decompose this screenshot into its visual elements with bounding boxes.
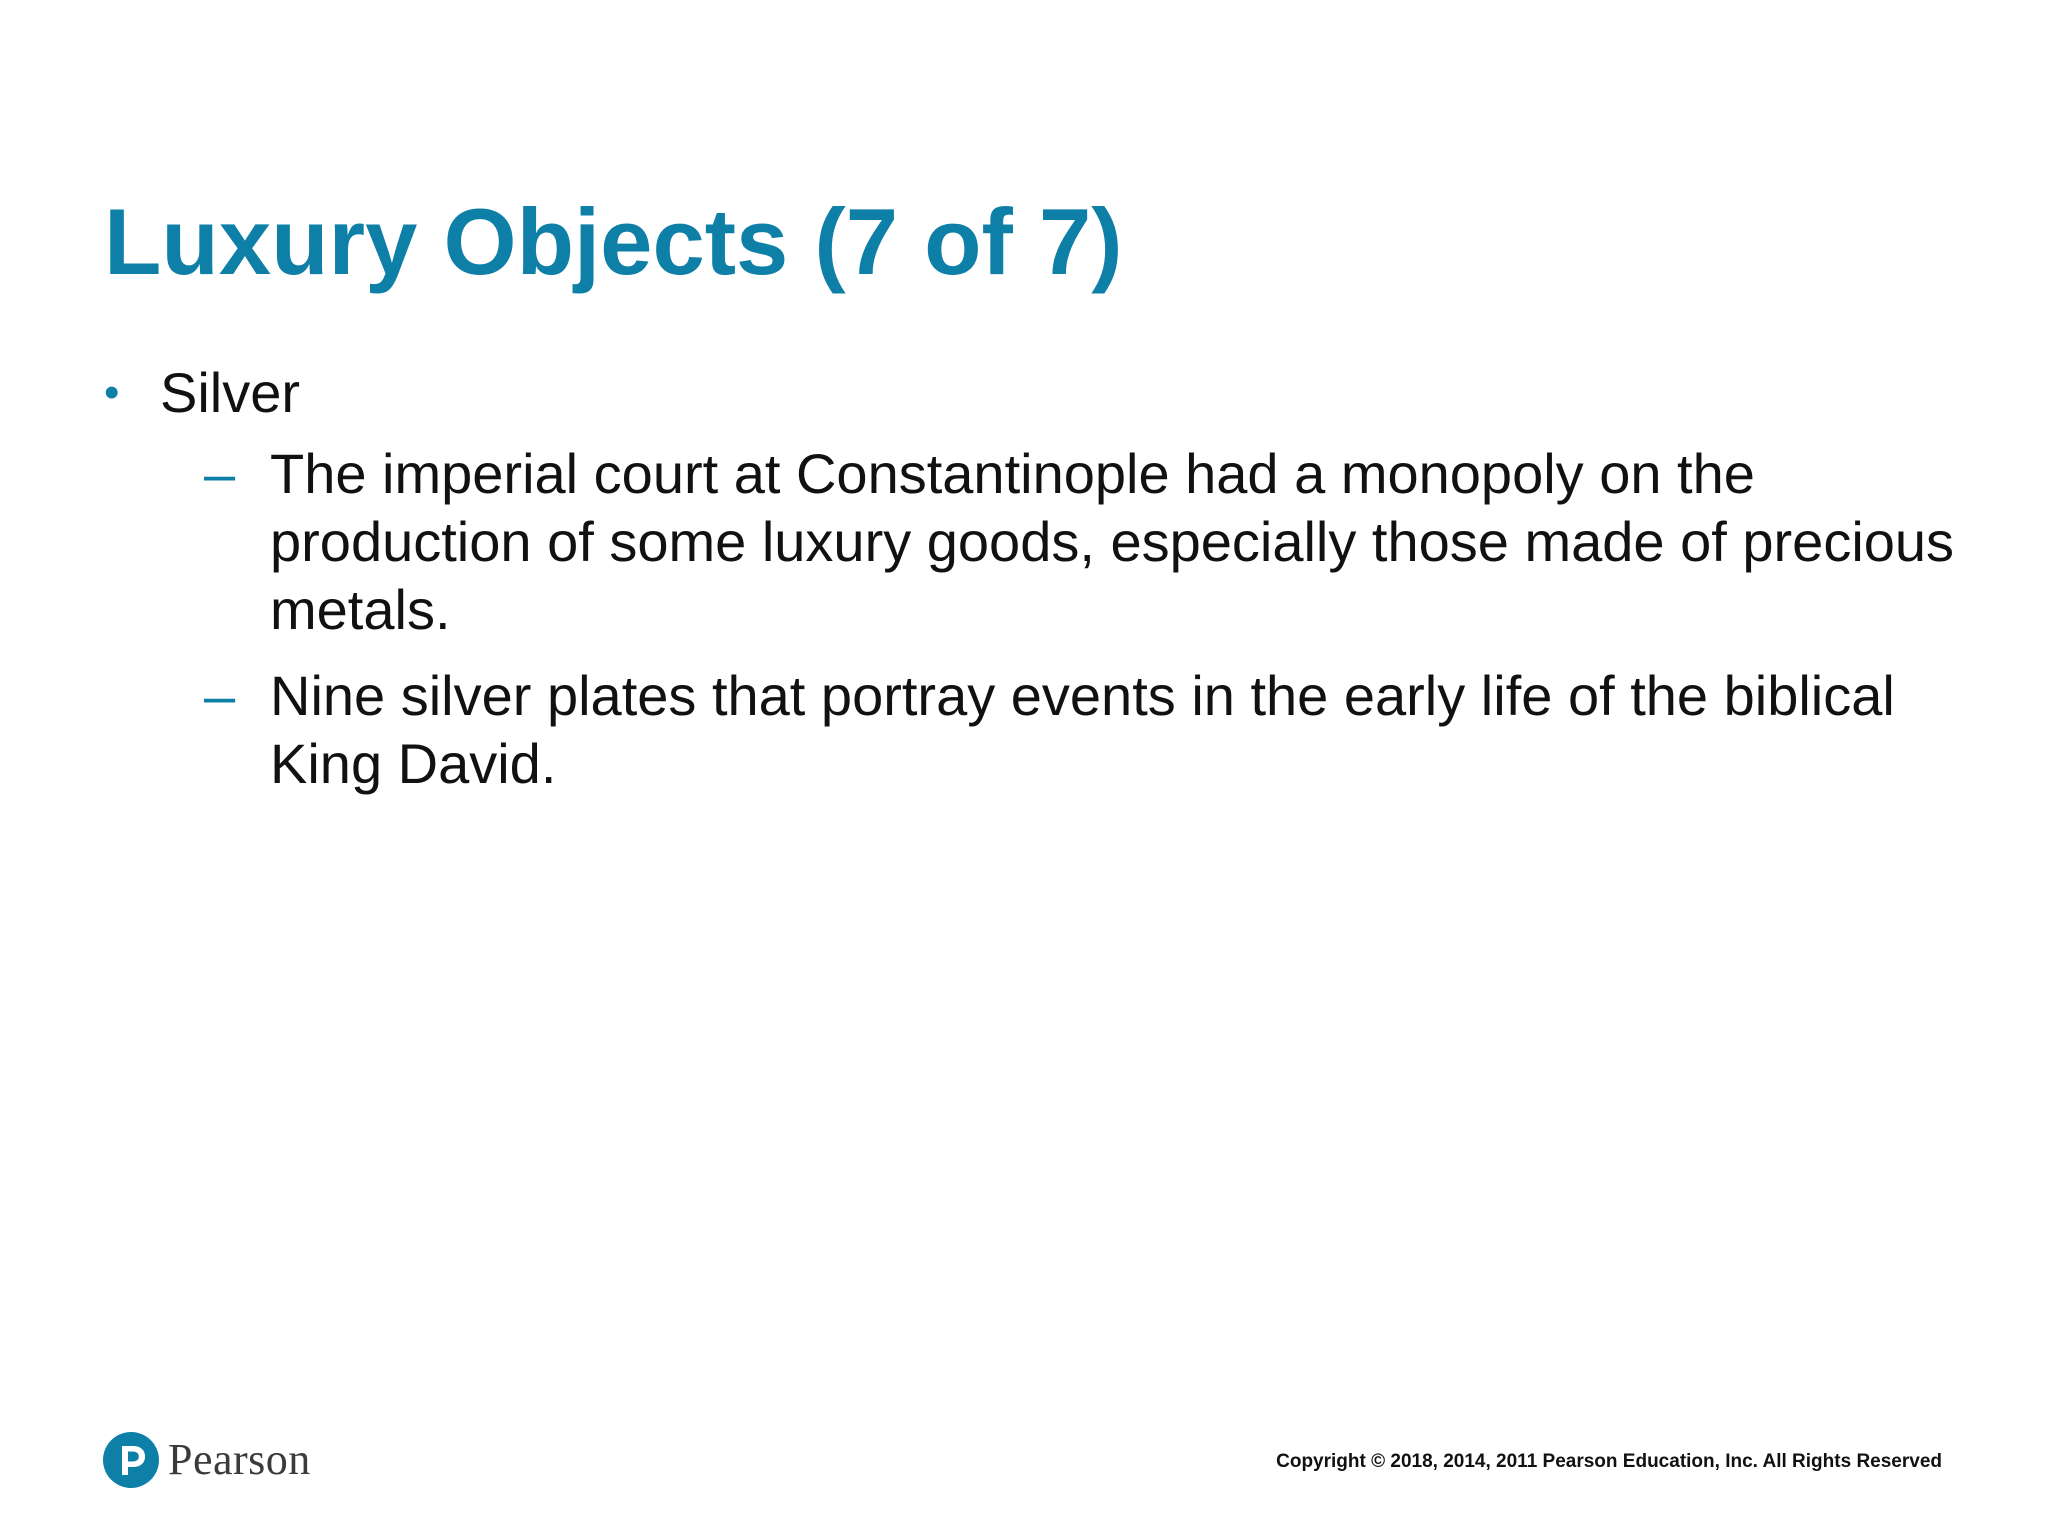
pearson-logo-icon xyxy=(102,1431,160,1489)
bullet-text: Silver xyxy=(160,361,301,424)
dash-marker: – xyxy=(204,664,236,727)
slide-title: Luxury Objects (7 of 7) xyxy=(104,189,1123,294)
copyright-notice: Copyright © 2018, 2014, 2011 Pearson Education, Inc. All Rights Reserved xyxy=(1276,1451,1942,1472)
sub-bullet-text: Nine silver plates that portray events in the early life of the biblical King David. xyxy=(270,664,1895,795)
sub-bullet-item xyxy=(104,662,2020,798)
bullet-item xyxy=(104,358,1964,428)
pearson-logo xyxy=(102,1428,311,1492)
pearson-wordmark: Pearson xyxy=(168,1435,311,1484)
sub-bullet-list xyxy=(104,440,1964,798)
slide-body xyxy=(104,358,1964,816)
sub-bullet-text: The imperial court at Constantinople had a monopoly on the production of some luxury goods, especially those made of precious metals. xyxy=(270,442,1955,641)
bullet-marker: • xyxy=(104,368,120,417)
dash-marker: – xyxy=(204,442,236,505)
sub-bullet-item xyxy=(104,440,2020,644)
